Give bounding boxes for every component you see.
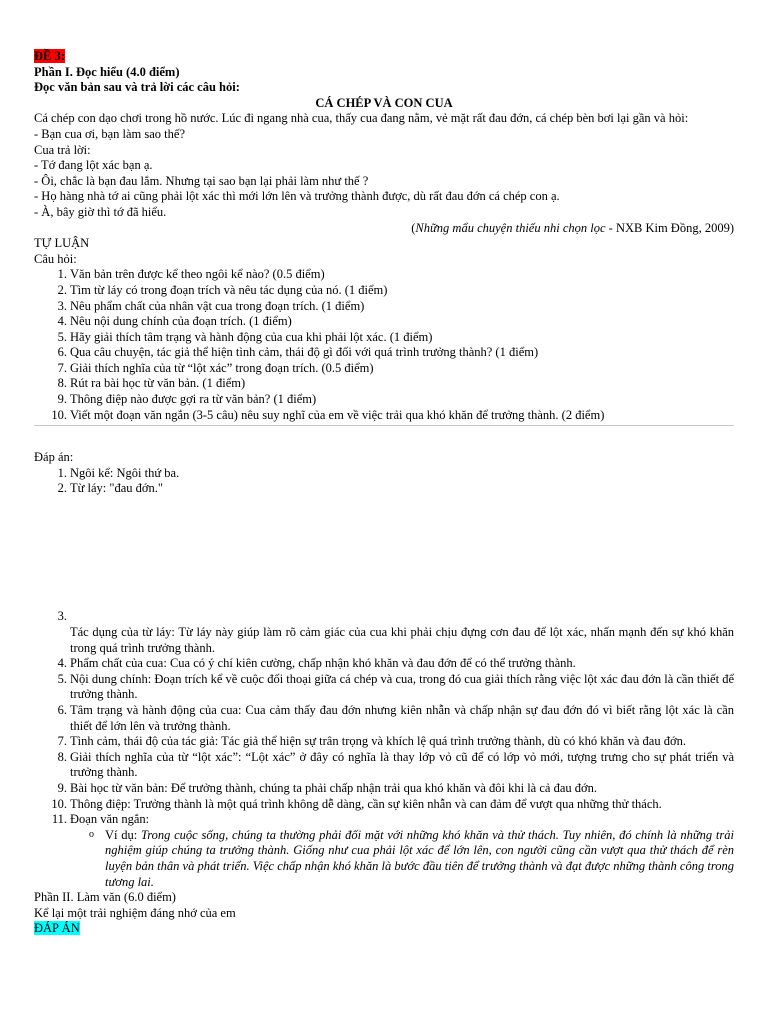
source-title: Những mẩu chuyện thiếu nhi chọn lọc [415,220,606,235]
part2-prompt: Kể lại một trải nghiệm đáng nhớ của em [34,905,236,920]
document-page [34,49,734,937]
answer-item: 10. Thông điệp: Trưởng thành là một quá trình không dễ dàng, cần sự kiên nhẫn và can đảm để vượt qua những thử thách. [51,796,662,811]
answer-item-3-text: Tác dụng của từ láy: Từ láy này giúp làm rõ cảm giác của cua khi phải chịu đựng cơn đau để lột xác, nhấn mạnh đến sự khó khăn trong quá trình trưởng thành. [70,625,734,655]
story-paragraph: Cá chép con dạo chơi trong hồ nước. Lúc đi ngang nhà cua, thấy cua đang nằm, vẻ mặt rất đau đớn, cá chép bèn bơi lại gần và hỏi: [34,111,689,126]
answer-item: 6. Tâm trạng và hành động của cua: Cua cảm thấy đau đớn nhưng kiên nhẫn và chấp nhận sự đau đớn đó vì biết rằng lột xác là cần thiết để lớn lên và trưởng thành. [57,703,734,733]
answer-item: 1. Ngôi kể: Ngôi thứ ba. [57,465,180,480]
questions-label: Câu hỏi: [34,251,77,266]
instruction: Đọc văn bản sau và trả lời các câu hỏi: [34,80,240,95]
answer-item: 5. Nội dung chính: Đoạn trích kể về cuộc đối thoại giữa cá chép và cua, trong đó cua giải thích rằng việc lột xác đau đớn là cần thiết để trưởng thành. [57,671,734,702]
question-item: 8. Rút ra bài học từ văn bản. (1 điểm) [57,376,246,391]
story-line: - Ôi, chắc là bạn đau lắm. Nhưng tại sao bạn lại phải làm như thế ? [34,173,369,188]
answers-label: Đáp án: [34,450,74,465]
question-list [34,267,734,423]
question-item: 6. Qua câu chuyện, tác giả thể hiện tình cảm, thái độ gì đối với quá trình trưởng thành? (1 điểm) [57,345,539,360]
question-item: 1. Văn bản trên được kể theo ngôi kể nào? (0.5 điểm) [57,267,325,282]
question-item: 10. Viết một đoạn văn ngắn (3-5 câu) nêu suy nghĩ của em về việc trải qua khó khăn để trưởng thành. (2 điểm) [51,407,605,422]
answer-item: 11. Đoạn văn ngắn: [51,812,150,827]
answer-list-top [34,466,734,497]
question-item: 7. Giải thích nghĩa của từ “lột xác” trong đoạn trích. (0.5 điểm) [57,360,374,375]
question-item: 9. Thông điệp nào được gợi ra từ văn bản? (1 điểm) [57,392,317,407]
story-source: (Những mẩu chuyện thiếu nhi chọn lọc - NXB Kim Đồng, 2009) [411,220,734,235]
story-title: CÁ CHÉP VÀ CON CUA [315,95,453,110]
answer-item: 7. Tình cảm, thái độ của tác giả: Tác giả thể hiện sự trân trọng và khích lệ quá trình trưởng thành, dù có khó khăn và đau đớn. [57,734,686,749]
answer-item: 2. Từ láy: "đau đớn." [57,481,164,496]
part2-title: Phần II. Làm văn (6.0 điểm) [34,890,176,905]
example-paragraph: o Ví dụ: Trong cuộc sống, chúng ta thường phải đối mặt với những khó khăn và thử thách. Tuy nhiên, đó chính là những trải nghiệm giúp chúng ta trưởng thành. Giống như cua phải lột xác để lớn lên, con người cũng cần vượt qua thử thách để rèn luyện bản thân và phát triển. Việc chấp nhận khó khăn là bước đầu tiên để trưởng thành và đạt được những thành công trong tương lai. [89,827,734,889]
story-line: - Bạn cua ơi, bạn làm sao thế? [34,126,186,141]
story-line: Cua trả lời: [34,142,91,157]
exam-label-line [34,49,734,65]
bullet-marker: o [89,828,94,840]
answer-item: 9. Bài học từ văn bản: Để trưởng thành, chúng ta phải chấp nhận trải qua khó khăn và đôi khi là cả đau đớn. [57,780,597,795]
part1-title: Phần I. Đọc hiểu (4.0 điểm) [34,64,180,79]
answer-list-rest [34,656,734,828]
story-line: - Họ hàng nhà tớ ai cũng phải lột xác thì mới lớn lên và trưởng thành được, dù rất đau đớn cá chép con ạ. [34,189,560,204]
part2-answer-label: ĐÁP ÁN [34,921,80,936]
answer-item: 4. Phẩm chất của cua: Cua có ý chí kiên cường, chấp nhận khó khăn và đau đớn để có thể trưởng thành. [57,656,576,671]
section-label: TỰ LUẬN [34,236,90,251]
question-item: 3. Nêu phẩm chất của nhân vật cua trong đoạn trích. (1 điểm) [57,298,365,313]
exam-label: ĐỀ 3: [34,49,65,63]
part2-answer-label-line [34,921,734,937]
question-item: 4. Nêu nội dung chính của đoạn trích. (1 điểm) [57,314,292,329]
answer-item: 8. Giải thích nghĩa của từ “lột xác”: “Lột xác” ở đây có nghĩa là thay lớp vỏ cũ để có lớp vỏ mới, tượng trưng cho sự phát triển và trưởng thành. [57,749,734,780]
answer-item-3-number-row: 3. [57,609,67,624]
story-line: - Tớ đang lột xác bạn ạ. [34,158,153,173]
question-item: 2. Tìm từ láy có trong đoạn trích và nêu tác dụng của nó. (1 điểm) [57,282,388,297]
story-line: - À, bây giờ thì tớ đã hiểu. [34,204,167,219]
question-item: 5. Hãy giải thích tâm trạng và hành động của cua khi phải lột xác. (1 điểm) [57,329,433,344]
